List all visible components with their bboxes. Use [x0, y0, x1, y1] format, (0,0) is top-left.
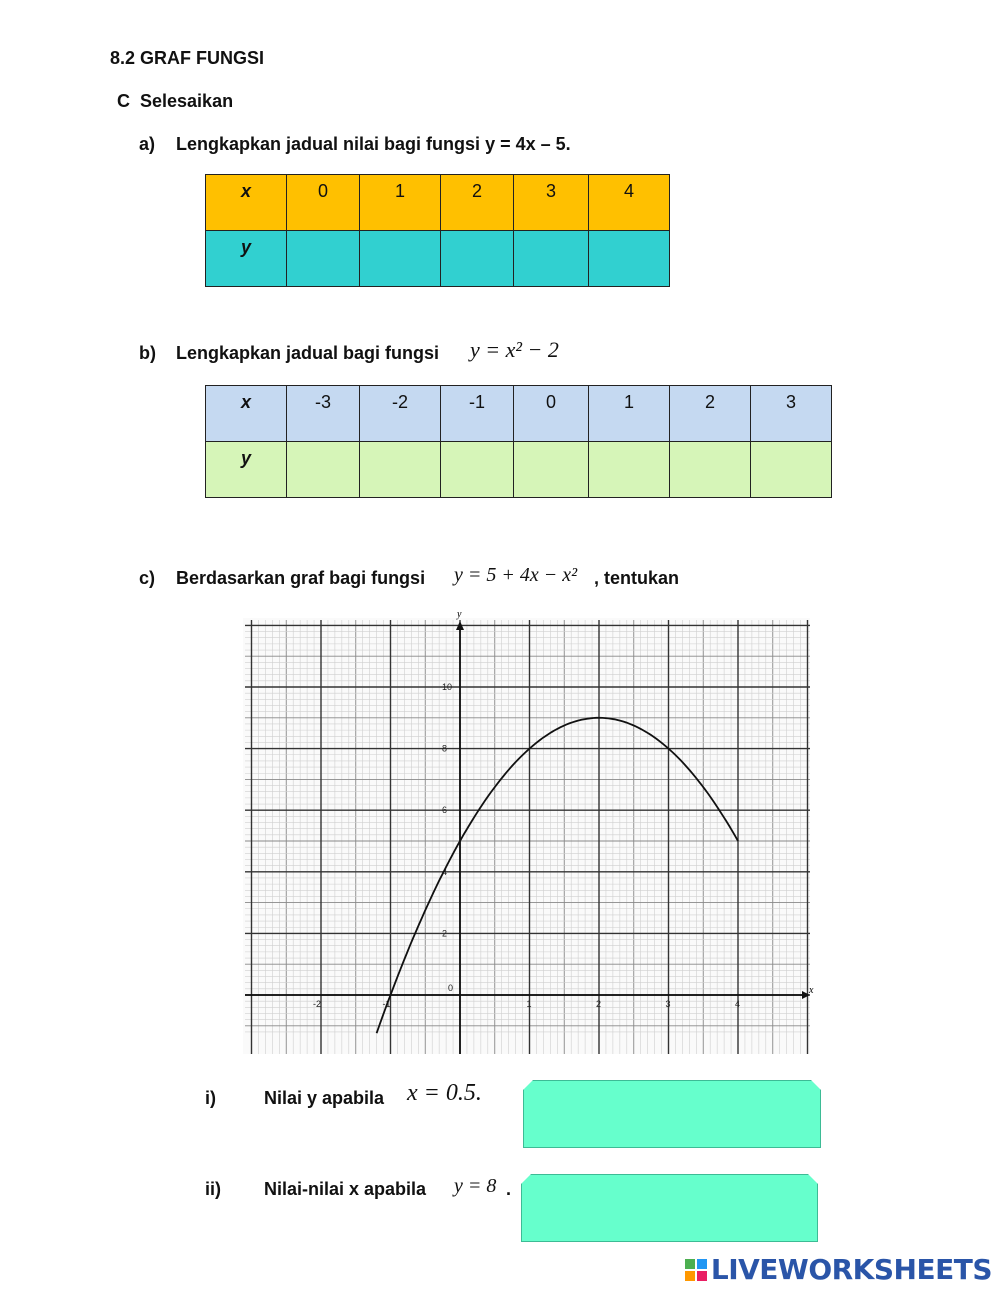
table-b-y-input[interactable] — [751, 442, 832, 498]
table-b-y-header: y — [206, 442, 287, 498]
x-tick-label: 2 — [596, 999, 602, 1009]
y-axis-label: y — [457, 609, 462, 620]
sub-ii-suffix: . — [506, 1179, 512, 1199]
sub-i-equation: x = 0.5. — [407, 1080, 482, 1106]
logo-icon — [685, 1259, 707, 1281]
table-b-x-cell: -3 — [287, 386, 360, 442]
table-b-y-input[interactable] — [441, 442, 514, 498]
part-c-label: c) — [139, 568, 156, 588]
table-b-y-input[interactable] — [589, 442, 670, 498]
logo-text: LIVEWORKSHEETS — [710, 1253, 992, 1286]
table-b-x-cell: -1 — [441, 386, 514, 442]
sub-ii-text: Nilai-nilai x apabila — [264, 1179, 427, 1199]
part-c-equation: y = 5 + 4x − x² — [454, 564, 578, 586]
part-a-equation: y = 4x – 5. — [485, 134, 571, 154]
table-b-y-input[interactable] — [287, 442, 360, 498]
part-a-text: Lengkapkan jadual nilai bagi fungsi — [176, 134, 481, 154]
table-a-y-input[interactable] — [514, 231, 589, 287]
y-tick-label: 2 — [442, 928, 448, 939]
logo-square — [685, 1259, 695, 1269]
sub-ii-label: ii) — [205, 1179, 221, 1199]
y-tick-label: 6 — [442, 805, 448, 816]
table-a-y-input[interactable] — [441, 231, 514, 287]
part-c-text: Berdasarkan graf bagi fungsi — [176, 568, 426, 588]
table-a-y-input[interactable] — [287, 231, 360, 287]
table-a-x-cell: 3 — [514, 175, 589, 231]
part-b-equation: y = x² − 2 — [470, 337, 559, 362]
table-b-x-cell: 1 — [589, 386, 670, 442]
subsection-title: C Selesaikan — [117, 91, 234, 111]
x-tick-label: 3 — [665, 999, 671, 1009]
table-a-x-cell: 1 — [360, 175, 441, 231]
table-a-x-cell: 2 — [441, 175, 514, 231]
table-b-y-input[interactable] — [360, 442, 441, 498]
table-b-x-row — [206, 386, 832, 442]
liveworksheets-logo[interactable] — [685, 1253, 992, 1286]
sub-ii-equation: y = 8 — [454, 1175, 497, 1197]
table-a-x-header: x — [206, 175, 287, 231]
table-a-y-header: y — [206, 231, 287, 287]
part-a-question — [176, 134, 571, 155]
part-b-label: b) — [139, 343, 156, 363]
x-tick-label: 0 — [448, 983, 454, 993]
table-b-y-input[interactable] — [670, 442, 751, 498]
table-b-x-cell: -2 — [360, 386, 441, 442]
logo-square — [697, 1271, 707, 1281]
table-a-y-input[interactable] — [360, 231, 441, 287]
table-a-x-row — [206, 175, 670, 231]
table-b — [205, 385, 832, 498]
sub-i-label: i) — [205, 1088, 216, 1108]
part-b-text: Lengkapkan jadual bagi fungsi — [176, 343, 440, 363]
x-axis-label: x — [809, 985, 814, 996]
table-a-y-row — [206, 231, 670, 287]
y-tick-label: 4 — [442, 866, 448, 877]
logo-square — [697, 1259, 707, 1269]
logo-square — [685, 1271, 695, 1281]
answer-input-ii[interactable] — [521, 1174, 818, 1242]
table-a — [205, 174, 670, 287]
table-a-x-cell: 0 — [287, 175, 360, 231]
table-b-x-header: x — [206, 386, 287, 442]
table-b-y-input[interactable] — [514, 442, 589, 498]
sub-i-text: Nilai y apabila — [264, 1088, 385, 1108]
table-b-x-cell: 0 — [514, 386, 589, 442]
table-a-y-input[interactable] — [589, 231, 670, 287]
x-tick-label: 4 — [735, 999, 741, 1009]
table-b-y-row — [206, 442, 832, 498]
table-a-x-cell: 4 — [589, 175, 670, 231]
parabola-graph — [243, 608, 813, 1058]
part-c-suffix: , tentukan — [594, 568, 680, 588]
part-a-label: a) — [139, 134, 156, 154]
table-b-x-cell: 3 — [751, 386, 832, 442]
section-title: 8.2 GRAF FUNGSI — [110, 48, 265, 68]
x-tick-label: -1 — [382, 999, 391, 1009]
y-tick-label: 10 — [442, 682, 453, 692]
x-tick-label: -2 — [313, 999, 322, 1009]
answer-input-i[interactable] — [523, 1080, 821, 1148]
table-b-x-cell: 2 — [670, 386, 751, 442]
x-tick-label: 1 — [526, 999, 532, 1009]
y-tick-label: 8 — [442, 743, 448, 754]
